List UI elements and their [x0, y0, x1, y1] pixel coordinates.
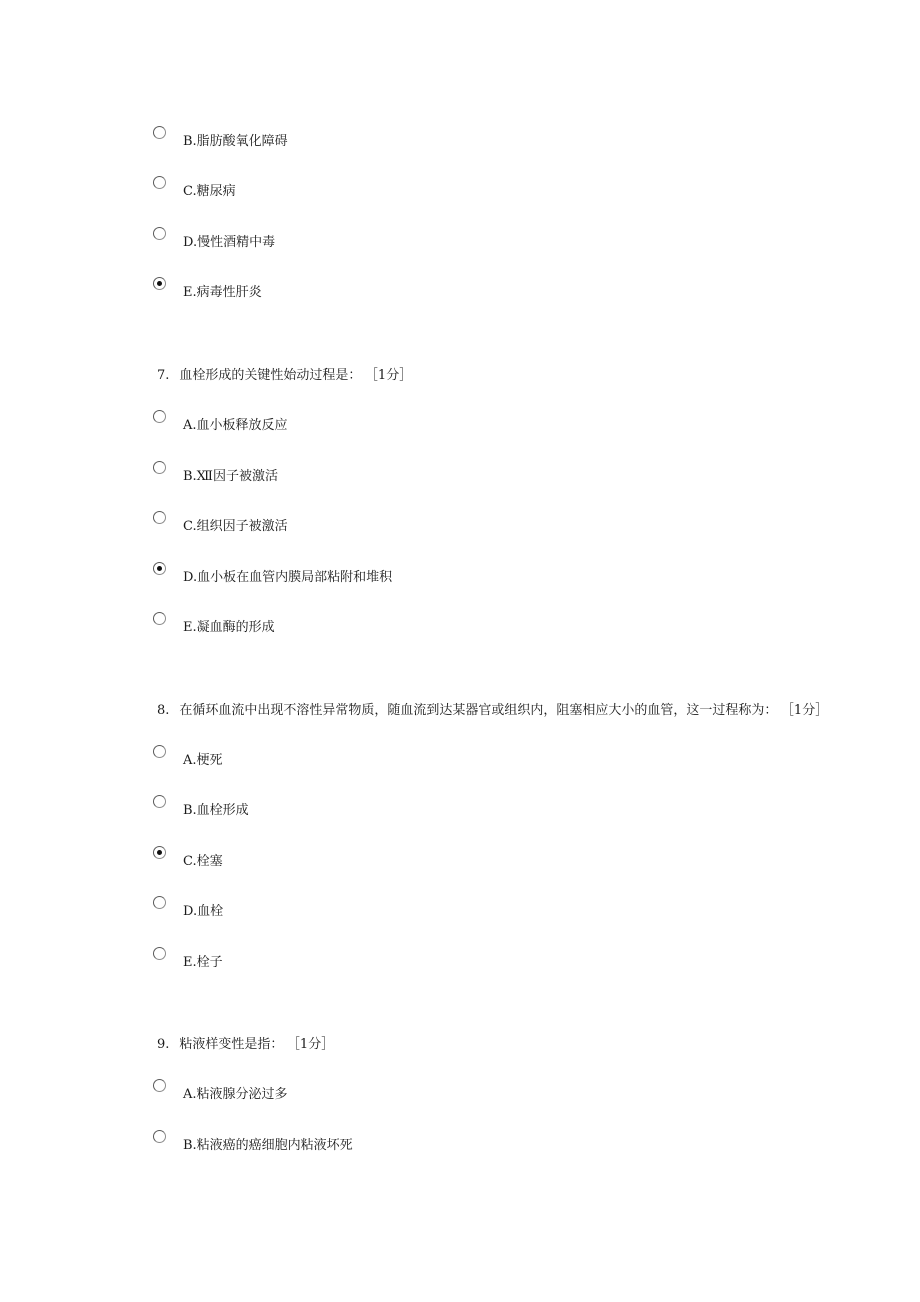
question-number: 8.	[157, 703, 170, 718]
question-score: ［1分］	[371, 368, 413, 383]
q8-option-c[interactable]	[153, 846, 753, 870]
question-text: 在循环血流中出现不溶性异常物质，随血流到达某器官或组织内，阻塞相应大小的血管，这一过程称为：	[179, 703, 778, 718]
q7-option-d[interactable]	[153, 562, 753, 586]
option-label: A.粘液腺分泌过多	[183, 1087, 288, 1102]
q9-option-b[interactable]	[153, 1130, 753, 1154]
radio-button[interactable]	[153, 1130, 166, 1143]
option-label: A.血小板释放反应	[183, 418, 288, 433]
radio-button[interactable]	[153, 227, 166, 240]
option-label: D.慢性酒精中毒	[183, 235, 276, 250]
option-label: C.糖尿病	[183, 184, 236, 199]
radio-button[interactable]	[153, 896, 166, 909]
q7-option-a[interactable]	[153, 410, 753, 434]
option-label: B.Ⅻ因子被激活	[183, 469, 278, 484]
option-label: C.组织因子被激活	[183, 519, 288, 534]
question-score: ［1分］	[787, 703, 829, 718]
option-label: C.栓塞	[183, 854, 223, 869]
radio-button[interactable]	[153, 461, 166, 474]
radio-button-selected[interactable]	[153, 562, 166, 575]
q7-option-c[interactable]	[153, 511, 753, 535]
radio-button[interactable]	[153, 745, 166, 758]
q8-option-b[interactable]	[153, 795, 753, 819]
radio-button[interactable]	[153, 1079, 166, 1092]
q6-option-e[interactable]	[153, 277, 753, 301]
option-label: D.血小板在血管内膜局部粘附和堆积	[183, 570, 393, 585]
q6-option-d[interactable]	[153, 227, 753, 251]
radio-button[interactable]	[153, 511, 166, 524]
question-text: 血栓形成的关键性始动过程是：	[179, 368, 362, 383]
option-label: E.病毒性肝炎	[183, 285, 262, 300]
q7-option-e[interactable]	[153, 612, 753, 636]
radio-button[interactable]	[153, 176, 166, 189]
radio-button[interactable]	[153, 410, 166, 423]
option-label: D.血栓	[183, 904, 224, 919]
question-8	[157, 703, 828, 719]
q9-option-a[interactable]	[153, 1079, 753, 1103]
radio-button[interactable]	[153, 612, 166, 625]
option-label: A.梗死	[183, 753, 223, 768]
q6-option-b[interactable]	[153, 126, 753, 150]
option-label: B.粘液癌的癌细胞内粘液坏死	[183, 1138, 353, 1153]
q8-option-a[interactable]	[153, 745, 753, 769]
question-7	[157, 368, 412, 384]
q8-option-d[interactable]	[153, 896, 753, 920]
q6-option-c[interactable]	[153, 176, 753, 200]
question-number: 7.	[157, 368, 170, 383]
option-label: E.栓子	[183, 955, 223, 970]
radio-button-selected[interactable]	[153, 846, 166, 859]
q8-option-e[interactable]	[153, 947, 753, 971]
radio-button[interactable]	[153, 947, 166, 960]
question-number: 9.	[157, 1037, 170, 1052]
option-label: E.凝血酶的形成	[183, 620, 275, 635]
option-label: B.脂肪酸氧化障碍	[183, 134, 288, 149]
question-text: 粘液样变性是指：	[179, 1037, 284, 1052]
radio-button[interactable]	[153, 795, 166, 808]
radio-button[interactable]	[153, 126, 166, 139]
question-score: ［1分］	[293, 1037, 335, 1052]
radio-button-selected[interactable]	[153, 277, 166, 290]
question-9	[157, 1037, 334, 1053]
option-label: B.血栓形成	[183, 803, 249, 818]
q7-option-b[interactable]	[153, 461, 753, 485]
